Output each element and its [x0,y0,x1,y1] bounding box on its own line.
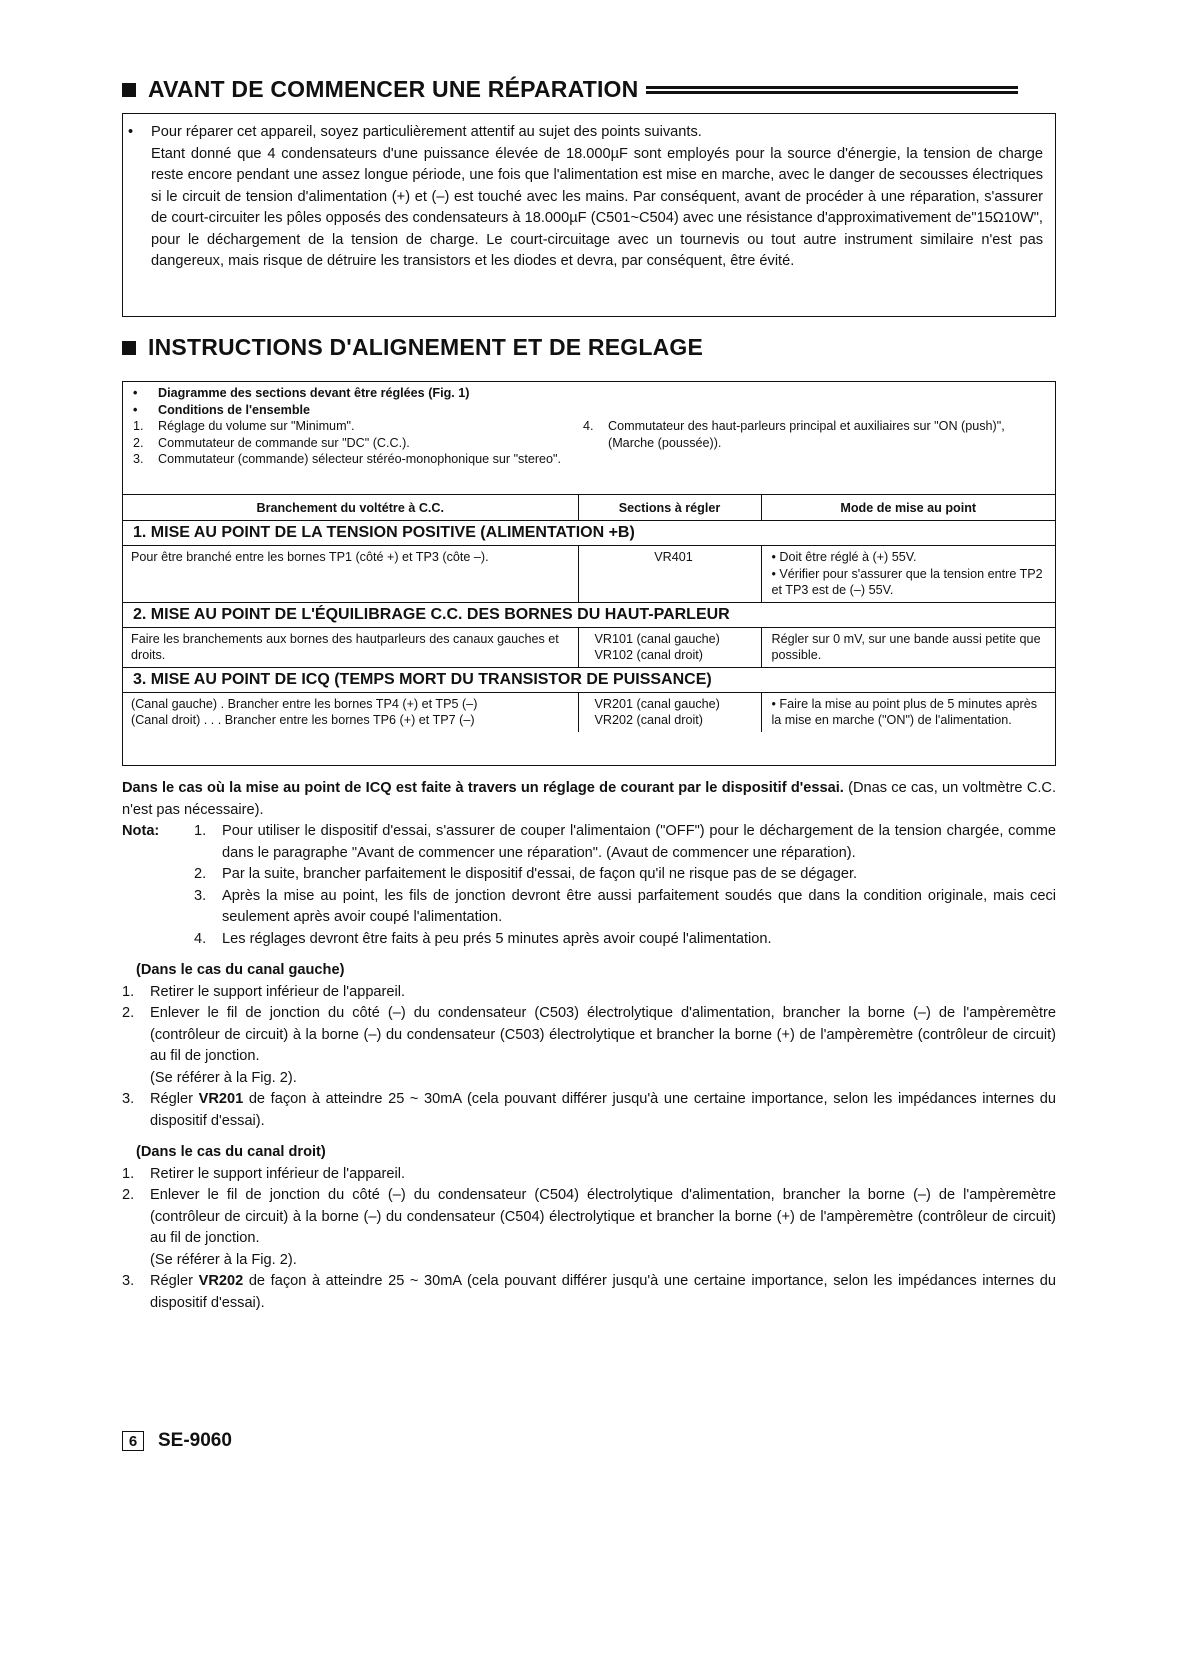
step-bold: VR201 [198,1091,244,1107]
step-bold: VR202 [198,1273,244,1289]
conditions: • Diagramme des sections devant être réglées (Fig. 1) • Conditions de l'ensemble 1. Réglage du volume sur "Minimum". 2. Commutateur de commande sur "DC" (C.C.). 3. Commutateur (commande) sélecteur stéréo-monophonique sur "stereo". 4. Commutateur des haut-parleurs principal et auxiliaires sur "ON (push)", (Marche (poussée)). [123,382,1055,494]
num: 3. [122,1273,135,1289]
step: de façon à atteindre 25 ~ 30mA (cela pouvant différer jusqu'à une certaine importance, selon les impédances internes du dispositif d'essai). [150,1273,1056,1311]
num: 1. [122,983,135,1000]
num: 3. [133,452,144,466]
warning-intro: Pour réparer cet appareil, soyez particulièrement attentif au sujet des points suivants. [151,124,702,140]
step-pre: Régler [150,1091,199,1107]
step-ref: (Se référer à la Fig. 2). [150,1251,297,1268]
intro-rest: (Dnas ce cas, un voltmètre C.C. n'est pas nécessaire). [122,780,1057,818]
table-section-title: 3. MISE AU POINT DE ICQ (TEMPS MORT DU TRANSISTOR DE PUISSANCE) [123,667,1055,692]
nota-item: Par la suite, brancher parfaitement le dispositif d'essai, de façon qu'il ne risque pas de se dégager. [222,866,858,882]
step-pre: Régler [150,1273,199,1289]
num: 1. [194,823,207,839]
step: de façon à atteindre 25 ~ 30mA (cela pouvant différer jusqu'à une certaine importance, selon les impédances internes du dispositif d'essai). [150,1091,1056,1129]
cell: • Vérifier pour s'assurer que la tension entre TP2 et TP3 est de (–) 55V. [771,566,1043,597]
condition-item: Commutateur des haut-parleurs principal et auxiliaires sur "ON (push)", (Marche (poussée)). [608,419,1005,450]
cell: (Canal droit) . . . Brancher entre les bornes TP6 (+) et TP7 (–) [131,713,475,727]
cell: VR202 (canal droit) [594,713,703,727]
condition-item: Commutateur (commande) sélecteur stéréo-monophonique sur "stereo". [158,452,562,466]
bullet-diagram: Diagramme des sections devant être réglées (Fig. 1) [158,386,470,400]
left-channel-title: (Dans le cas du canal gauche) [136,962,345,978]
condition-item: Réglage du volume sur "Minimum". [158,419,355,433]
double-rule [646,86,1018,94]
col-header: Mode de mise au point [761,495,1055,521]
cell: Faire les branchements aux bornes des hautparleurs des canaux gauches et droits. [123,627,578,667]
bullet-icon: • [128,124,134,140]
model-number: SE-9060 [158,1430,232,1451]
num: 2. [122,1005,135,1021]
col-header: Branchement du voltétre à C.C. [123,495,578,521]
table-row [123,692,1055,732]
cell: • Doit être réglé à (+) 55V. [771,550,917,564]
nota-item: Pour utiliser le dispositif d'essai, s'assurer de couper l'alimentaion ("OFF") pour le déchargement de la tension chargée, comme dans le paragraphe "Avant de commencer une réparation". (Avaut de commencer une réparation). [222,823,1056,861]
table-section-title: 2. MISE AU POINT DE L'ÉQUILIBRAGE C.C. DES BORNES DU HAUT-PARLEUR [123,602,1055,627]
warning-text: Etant donné que 4 condensateurs d'une puissance élevée de 18.000µF sont employés pour la source d'énergie, la tension de charge reste encore pendant une assez longue période, une fois que l'alimentation est mise en marche, avec le danger de secousses électriques si le circuit de tension d'alimentation (+) et (–) est touché avec les mains. Par conséquent, avant de procéder à une réparation, s'assurer de court-circuiter les pôles opposés des condensateurs à 18.000µF (C501~C504) avec une résistance d'approximativement de"15Ω10W", pour le déchargement de la tension de charge. Le court-circuitage avec un tournevis ou tout autre instrument similaire n'est pas dangereux, mais risque de détruire les transistors et les diodes et devra, par conséquent, être évité. [151,145,1043,269]
alignment-box [122,381,1056,766]
step: Enlever le fil de jonction du côté (–) du condensateur (C504) électrolytique d'alimentation, brancher la borne (–) de l'ampèremètre (contrôleur de circuit) à la borne (–) du condensateur (C504) électrolytique et brancher la borne (+) de l'ampèremètre (contrôleur de circuit) au fil de jonction. [150,1187,1056,1246]
cell: VR102 (canal droit) [594,648,703,662]
cell: VR101 (canal gauche) [594,631,720,646]
page-number: 6 [122,1431,144,1451]
bullet-conditions: Conditions de l'ensemble [158,402,311,417]
heading-text: INSTRUCTIONS D'ALIGNEMENT ET DE REGLAGE [148,334,704,360]
num: 2. [133,435,144,450]
nota-item: Les réglages devront être faits à peu prés 5 minutes après avoir coupé l'alimentation. [222,930,772,947]
step-ref: (Se référer à la Fig. 2). [150,1069,297,1086]
cell: VR401 [578,546,761,603]
cell: • Faire la mise au point plus de 5 minutes après la mise en marche ("ON") de l'alimentation. [761,692,1055,732]
repair-warning-box [122,113,1056,317]
condition-item: Commutateur de commande sur "DC" (C.C.). [158,435,410,450]
step: Retirer le support inférieur de l'appareil. [150,1165,406,1182]
num: 4. [194,930,207,947]
section-heading-repair [122,76,1018,103]
alignment-table [123,494,1055,732]
procedure-text [122,778,1056,1314]
cell: Pour être branché entre les bornes TP1 (côté +) et TP3 (côte –). [123,546,578,603]
nota-item: Après la mise au point, les fils de jonction devront être aussi parfaitement soudés que dans la condition originale, mais ceci seulement après avoir coupé l'alimentation. [222,887,1056,925]
table-section-title: 1. MISE AU POINT DE LA TENSION POSITIVE (ALIMENTATION +B) [123,521,1055,546]
square-bullet-icon [122,83,136,97]
cell: Régler sur 0 mV, sur une bande aussi petite que possible. [761,627,1055,667]
col-header: Sections à régler [578,495,761,521]
step: Enlever le fil de jonction du côté (–) du condensateur (C503) électrolytique d'alimentation, brancher la borne (–) de l'ampèremètre (contrôleur de circuit) à la borne (–) du condensateur (C503) électrolytique et brancher la borne (+) de l'ampèremètre (contrôleur de circuit) au fil de jonction. [150,1005,1056,1064]
num: 1. [133,419,144,433]
right-channel-title: (Dans le cas du canal droit) [136,1144,326,1160]
num: 4. [583,419,594,433]
cell: VR201 (canal gauche) [594,696,720,711]
num: 3. [194,887,207,904]
step: Retirer le support inférieur de l'appareil. [150,983,406,1000]
num: 3. [122,1091,135,1107]
cell: (Canal gauche) . Brancher entre les bornes TP4 (+) et TP5 (–) [131,696,478,711]
table-row [123,627,1055,667]
section-heading-alignment [122,334,703,361]
nota-label: Nota: [122,823,160,839]
num: 2. [194,866,207,882]
square-bullet-icon [122,341,136,355]
table-row [123,546,1055,603]
num: 1. [122,1165,135,1182]
num: 2. [122,1187,135,1203]
page-footer [122,1430,232,1452]
intro-bold: Dans le cas où la mise au point de ICQ est faite à travers un réglage de courant par le dispositif d'essai. [122,780,844,796]
heading-text: AVANT DE COMMENCER UNE RÉPARATION [148,76,639,102]
